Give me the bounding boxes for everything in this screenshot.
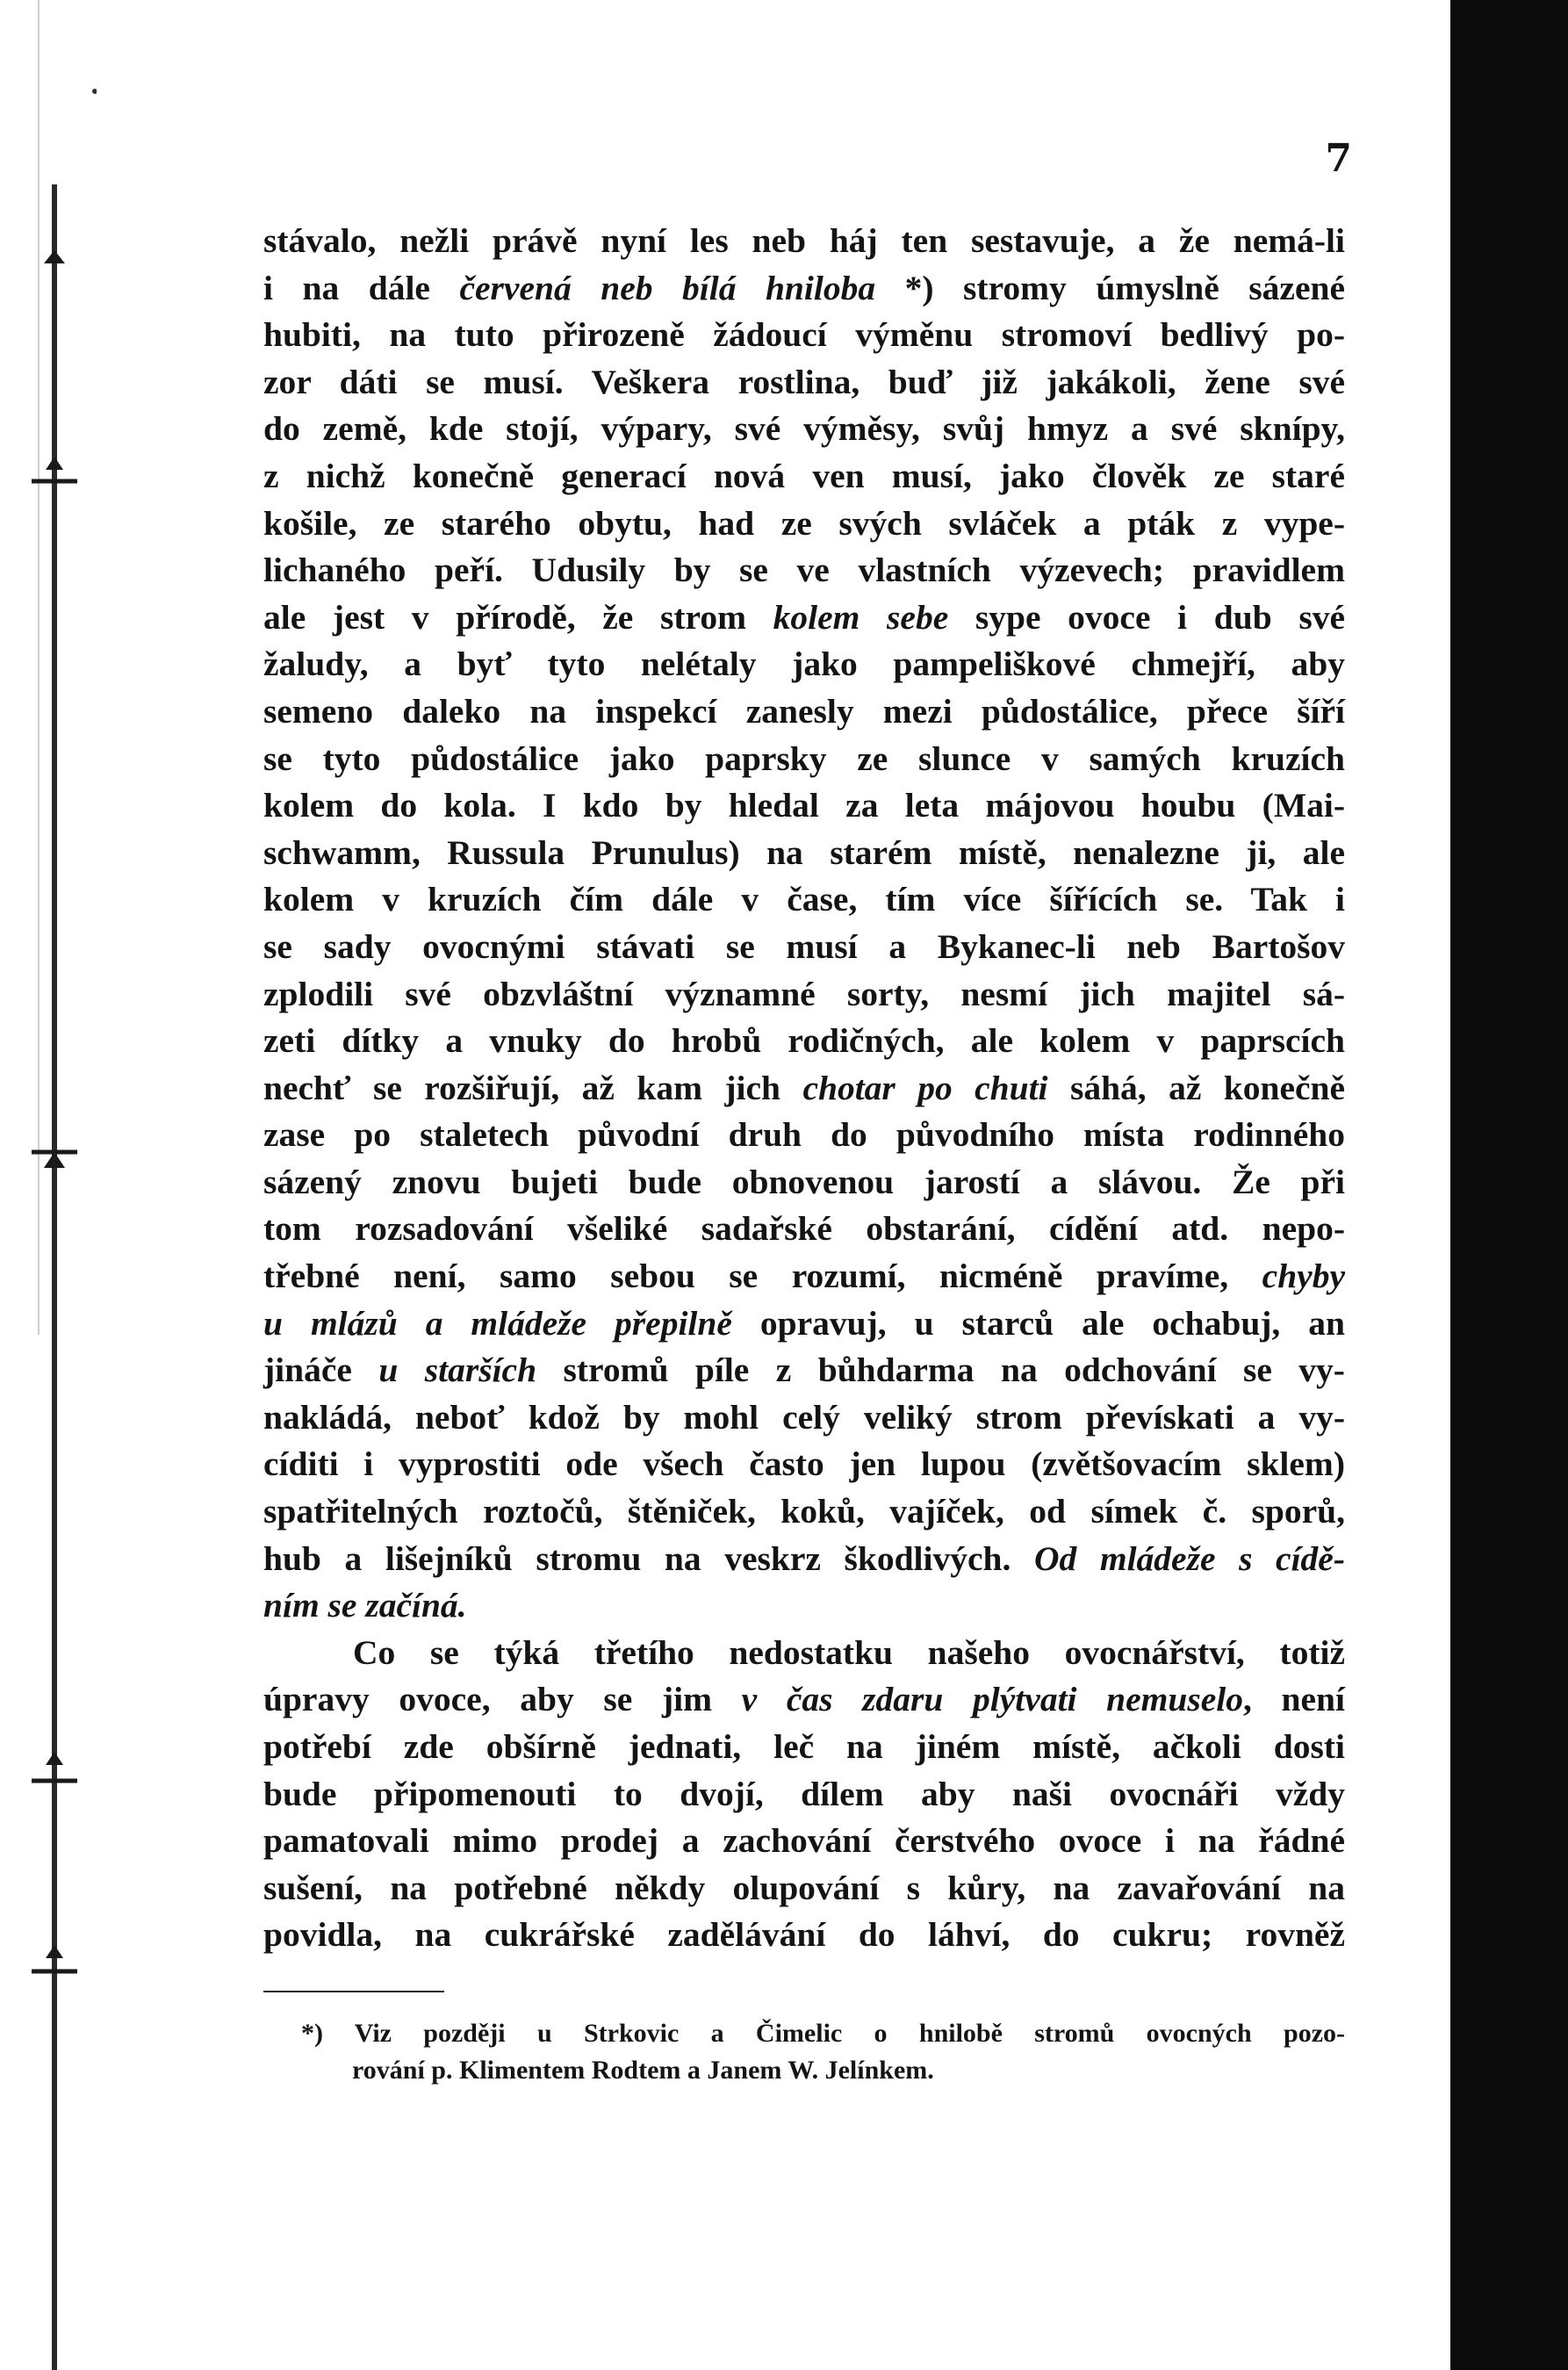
text-line — [263, 1394, 1345, 1442]
page-number: 7 — [1325, 136, 1352, 181]
text-run: úpravy ovoce, aby se jim — [263, 1680, 742, 1719]
text-line — [263, 1536, 1345, 1583]
text-run: bude připomenouti to dvojí, dílem aby naši ovocnáři vždy — [263, 1774, 1345, 1813]
text-run: stávalo, nežli právě nyní les neb háj ten sestavuje, a že nemá-li — [263, 221, 1345, 260]
text-run: kolem v kruzích čím dále v čase, tím více šířících se. Tak i — [263, 880, 1345, 919]
italic-run: v čas zdaru plýtvati nemuselo — [741, 1680, 1244, 1719]
footnote — [301, 2015, 1345, 2089]
text-line — [263, 1818, 1345, 1865]
footnote-line: rování p. Klimentem Rodtem a Janem W. Jelínkem. — [352, 2056, 934, 2085]
text-line — [263, 1488, 1345, 1536]
text-line — [263, 924, 1345, 971]
text-run: semeno daleko na inspekcí zanesly mezi půdostálice, přece šíří — [263, 691, 1345, 731]
text-run: nakládá, neboť kdož by mohl celý veliký strom převískati a vy- — [263, 1397, 1345, 1437]
text-run: žaludy, a byť tyto nelétaly jako pampeliškové chmejří, aby — [263, 645, 1345, 684]
text-run: zplodili své obzvláštní významné sorty, nesmí jich majitel sá- — [263, 974, 1345, 1013]
text-run: sype ovoce i dub své — [948, 597, 1345, 637]
text-line — [263, 1865, 1345, 1913]
text-run: tom rozsadování všeliké sadařské obstarání, cídění atd. nepo- — [263, 1209, 1345, 1249]
text-run: ale jest v přírodě, že strom — [263, 597, 773, 637]
text-run: kolem do kola. I kdo by hledal za leta májovou houbu (Mai- — [263, 786, 1345, 825]
text-run: spatřitelných roztočů, štěniček, koků, vajíček, od símek č. sporů, — [263, 1492, 1345, 1531]
text-line — [263, 971, 1345, 1019]
text-line — [263, 594, 1345, 642]
text-run: schwamm, Russula Prunulus) na starém místě, nenalezne ji, ale — [263, 832, 1345, 872]
text-run: z nichž konečně generací nová ven musí, jako člověk ze staré — [263, 456, 1345, 495]
text-line — [263, 736, 1345, 783]
text-run: potřebí zde obšírně jednati, leč na jiném místě, ačkoli dosti — [263, 1727, 1345, 1766]
binding-margin — [0, 0, 97, 2370]
text-run: lichaného peří. Udusily by se ve vlastních výzevech; pravidlem — [263, 551, 1345, 590]
text-line — [263, 1206, 1345, 1253]
text-line — [263, 1347, 1345, 1394]
text-line — [263, 312, 1345, 359]
text-line — [263, 218, 1345, 265]
italic-run: u mlázů a mládeže přepilně — [263, 1303, 732, 1343]
text-run: zase po staletech původní druh do původního místa rodinného — [263, 1115, 1345, 1155]
body-text — [263, 218, 1345, 1959]
text-line — [263, 1112, 1345, 1159]
text-run: zor dáti se musí. Veškera rostlina, buď již jakákoli, žene své — [263, 362, 1345, 401]
text-run: třebné není, samo sebou se rozumí, nicméně pravíme, — [263, 1257, 1262, 1296]
text-run: sázený znovu bujeti bude obnovenou jarostí a slávou. Že při — [263, 1162, 1345, 1201]
text-run: zeti dítky a vnuky do hrobů rodičných, ale kolem v paprscích — [263, 1021, 1345, 1061]
text-line — [263, 547, 1345, 594]
text-run: pamatovali mimo prodej a zachování čerstvého ovoce i na řádné — [263, 1821, 1345, 1861]
text-line — [263, 641, 1345, 688]
text-run: sušení, na potřebné někdy olupování s kůry, na zavařování na — [263, 1868, 1345, 1907]
italic-run: chyby — [1262, 1257, 1345, 1296]
text-run: nechť se rozšiřují, až kam jich — [263, 1068, 803, 1107]
text-line — [263, 453, 1345, 501]
text-run: opravuj, u starců ale ochabuj, an — [731, 1303, 1346, 1343]
text-line — [263, 501, 1345, 548]
text-line — [263, 1630, 1345, 1677]
italic-run: ním se začíná. — [263, 1586, 467, 1625]
text-run: hub a lišejníků stromu na veskrz škodlivých. — [263, 1538, 1034, 1578]
text-line — [263, 1065, 1345, 1113]
text-line — [263, 782, 1345, 830]
italic-run: kolem sebe — [773, 597, 949, 637]
text-line — [263, 1159, 1345, 1207]
italic-run: Od mládeže s cídě- — [1033, 1538, 1345, 1578]
text-run: *) stromy úmyslně sázené — [875, 268, 1345, 307]
text-run: stromů píle z bůhdarma na odchování se vy- — [536, 1351, 1345, 1390]
italic-run: u starších — [378, 1351, 537, 1390]
italic-run: chotar po chuti — [802, 1068, 1048, 1107]
italic-run: červená neb bílá hniloba — [459, 268, 876, 307]
footnote-rule — [263, 1991, 444, 1992]
text-line — [263, 1253, 1345, 1300]
text-run: Co se týká třetího nedostatku našeho ovocnářství, totiž — [353, 1632, 1345, 1672]
text-line — [263, 1771, 1345, 1819]
text-line — [263, 1676, 1345, 1724]
text-run: povidla, na cukrářské zadělávání do láhví, do cukru; rovněž — [263, 1915, 1345, 1955]
text-run: i na dále — [263, 268, 460, 307]
text-run: do země, kde stojí, výpary, své výměsy, svůj hmyz a své sknípy, — [263, 409, 1345, 449]
scan-edge — [1450, 0, 1568, 2370]
text-run: se sady ovocnými stávati se musí a Bykanec-li neb Bartošov — [263, 926, 1345, 966]
text-line — [263, 1018, 1345, 1065]
text-line — [263, 1724, 1345, 1771]
text-line — [263, 830, 1345, 877]
text-line — [263, 1912, 1345, 1959]
text-run: jináče — [263, 1351, 379, 1390]
text-line — [263, 406, 1345, 453]
text-line — [263, 876, 1345, 924]
text-run: cíditi i vyprostiti ode všech často jen lupou (zvětšovacím sklem) — [263, 1444, 1345, 1484]
text-line — [263, 359, 1345, 407]
text-run: sáhá, až konečně — [1047, 1068, 1346, 1107]
text-line — [263, 1300, 1345, 1348]
text-line — [263, 1582, 1345, 1630]
text-run: , není — [1243, 1680, 1346, 1719]
text-run: hubiti, na tuto přirozeně žádoucí výměnu stromoví bedlivý po- — [263, 315, 1345, 355]
text-line — [263, 265, 1345, 313]
footnote-line: *) Viz později u Strkovic a Čimelic o hnilobě stromů ovocných pozo- — [301, 2019, 1345, 2048]
text-run: se tyto půdostálice jako paprsky ze slunce v samých kruzích — [263, 738, 1345, 778]
text-line — [263, 688, 1345, 736]
text-run: košile, ze starého obytu, had ze svých svláček a pták z vype- — [263, 503, 1345, 543]
text-line — [263, 1441, 1345, 1488]
